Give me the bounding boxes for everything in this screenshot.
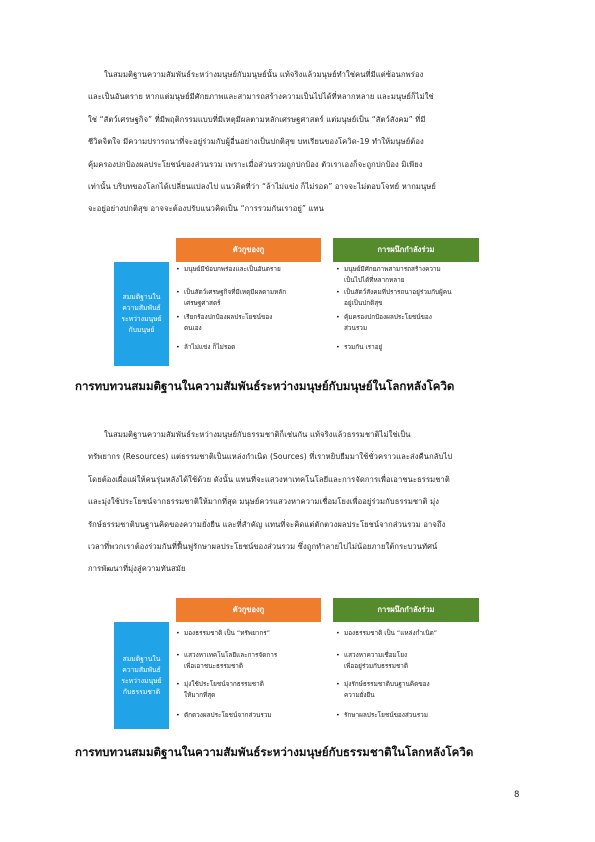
assumption-label-line: สมมติฐานใน xyxy=(122,293,161,301)
list-item: • แสวงหาเทคโนโลยีและการจัดการ เพื่อเอาชนะธรรมชาติ xyxy=(176,651,278,670)
list-item: • มนุษย์มีข้อบกพร่องและเป็นอันตราย xyxy=(176,265,281,273)
list-item: • มุ่งใช้ประโยชน์จากธรรมชาติ ให้มากที่สุด xyxy=(176,680,264,699)
list-item: • คุ้มครองปกป้องผลประโยชน์ของ ส่วนรวม xyxy=(336,313,432,332)
list-item: • มองธรรมชาติ เป็น “ทรัพยากร” xyxy=(176,629,271,637)
assumption-label xyxy=(114,262,169,366)
list-item: • มนุษย์มีศักยภาพสามารถสร้างความ เป็นไปได้ที่หลากหลาย xyxy=(336,265,441,284)
paragraph-line: โดยต้องเผื่อแผ่ให้คนรุ่นหลังได้ใช้ด้วย ดังนั้น แทนที่จะแสวงหาเทคโนโลยีและการจัดการเพื่อเอาชนะธรรมชาติ xyxy=(88,474,450,484)
assumption-label-line: ความสัมพันธ์ xyxy=(122,304,161,312)
paragraph-line: และมุ่งใช้ประโยชน์จากธรรมชาติให้มากที่สุด มนุษย์ควรแสวงหาความเชื่อมโยงเพื่ออยู่ร่วมกับธรรมชาติ มุ่ง xyxy=(88,497,440,507)
list-item: • รักษาผลประโยชน์ของส่วนรวม xyxy=(336,711,428,719)
paragraph-line: ทรัพยากร (Resources) แต่ธรรมชาติเป็นแหล่งกำเนิด (Sources) ที่เราหยิบยืมมาใช้ชั่วคราวและส่งคืนกลับไป xyxy=(88,452,453,462)
assumption-label-line: กับมนุษย์ xyxy=(128,326,155,334)
paragraph-1 xyxy=(88,64,528,221)
paragraph-line: จะอยู่อย่างปกติสุข อาจจะต้องปรับแนวคิดเป็น “การรวมกันเราอยู่” แทน xyxy=(88,204,324,214)
list-item: • แสวงหาความเชื่อมโยง เพื่ออยู่ร่วมกับธรรมชาติ xyxy=(336,651,409,670)
paragraph-line: รักษ์ธรรมชาติบนฐานคิดของความยั่งยืน และที่สำคัญ แทนที่จะคิดแต่ตักตวงผลประโยชน์จากส่วนรวม อาจถึง xyxy=(88,519,446,529)
list-item: • รวมกัน เราอยู่ xyxy=(336,343,383,351)
header-self-centered: ตัวกูของกู xyxy=(176,238,321,262)
list-item: • มองธรรมชาติ เป็น “แหล่งกำเนิด” xyxy=(336,629,438,637)
list-item: • ตักตวงผลประโยชน์จากส่วนรวม xyxy=(176,711,272,719)
paragraph-line: ในสมมติฐานความสัมพันธ์ระหว่างมนุษย์กับธรรมชาติก็เช่นกัน แท้จริงแล้วธรรมชาติไม่ใช่เป็น xyxy=(104,430,411,439)
list-item: • เรียกร้องปกป้องผลประโยชน์ของ ตนเอง xyxy=(176,313,273,332)
paragraph-line: เท่านั้น บริบทของโลกได้เปลี่ยนแปลงไป แนวคิดที่ว่า “ล้าไม่แข่ง ก็ไม่รอด” อาจจะไม่ตอบโจทย์ หากมนุษย์ xyxy=(88,182,436,192)
header-collaboration: การผนึกกำลังร่วม xyxy=(333,598,479,622)
header-self-centered: ตัวกูของกู xyxy=(176,598,321,622)
header-collaboration: การผนึกกำลังร่วม xyxy=(333,238,479,262)
paragraph-line: คุ้มครองปกป้องผลประโยชน์ของส่วนรวม เพราะเมื่อส่วนรวมถูกปกป้อง ตัวเราเองก็จะถูกปกป้อง มิเพียง xyxy=(88,159,423,169)
paragraph-line: ในสมมติฐานความสัมพันธ์ระหว่างมนุษย์กับมนุษย์นั้น แท้จริงแล้วมนุษย์ทำใช่คนที่มีแต่ซ้อนกพร่อง xyxy=(104,70,424,79)
assumption-label xyxy=(114,622,169,729)
list-item: • เป็นสัตว์เศรษฐกิจที่มีเหตุมีผลตามหลัก เศรษฐศาสตร์ xyxy=(176,288,287,307)
page-number: 8 xyxy=(514,790,520,800)
assumption-label-line: ระหว่างมนุษย์ xyxy=(121,676,162,685)
comparison-table-human-human xyxy=(114,238,479,366)
paragraph-line: ใช่ “สัตว์เศรษฐกิจ” ที่มีพฤติกรรมแบบที่มีเหตุมีผลตามหลักเศรษฐศาสตร์ แต่มนุษย์เป็น “สัตว์สังคม” ที่มี xyxy=(88,114,426,124)
paragraph-line: การพัฒนาที่มุ่งสู่ความทันสมัย xyxy=(88,564,186,574)
paragraph-line: เวลาที่พวกเราต้องร่วมกันที่ฟื้นฟูรักษาผลประโยชน์ของส่วนรวม ซึ่งถูกทำลายไปไม่น้อยภายใต้กระบวนทัศน์ xyxy=(88,542,438,552)
paragraph-line: และเป็นอันตราย หากแต่มนุษย์มีศักยภาพและสามารถสร้างความเป็นไปได้ที่หลากหลาย และมนุษย์ก็ไม่ใช่ xyxy=(88,92,434,102)
comparison-table-human-nature xyxy=(114,598,479,730)
section-heading: การทบทวนสมมติฐานในความสัมพันธ์ระหว่างมนุษย์กับมนุษย์ในโลกหลังโควิด xyxy=(75,379,455,393)
section-heading: การทบทวนสมมติฐานในความสัมพันธ์ระหว่างมนุษย์กับธรรมชาติในโลกหลังโควิด xyxy=(75,745,474,759)
assumption-label-line: ความสัมพันธ์ xyxy=(122,665,161,674)
list-item: • มุ่งรักษ์ธรรมชาติบนฐานคิดของ ความยั่งยืน xyxy=(336,680,430,699)
paragraph-2 xyxy=(88,424,528,581)
assumption-label-line: สมมติฐานใน xyxy=(122,654,161,663)
assumption-label-line: ระหว่างมนุษย์ xyxy=(121,315,162,323)
paragraph-line: ชีวิตจิตใจ มีความปรารถนาที่จะอยู่ร่วมกับผู้อื่นอย่างเป็นปกติสุข บทเรียนของโควิด-19 ทำให้มนุษย์ต้อง xyxy=(88,137,424,147)
list-item: • ล้าไม่แข่ง ก็ไม่รอด xyxy=(176,343,236,351)
list-item: • เป็นสัตว์สังคมที่ปรารถนาอยู่ร่วมกับผู้คน อยู่เป็นปกติสุข xyxy=(336,288,452,307)
assumption-label-line: กับธรรมชาติ xyxy=(122,687,161,696)
